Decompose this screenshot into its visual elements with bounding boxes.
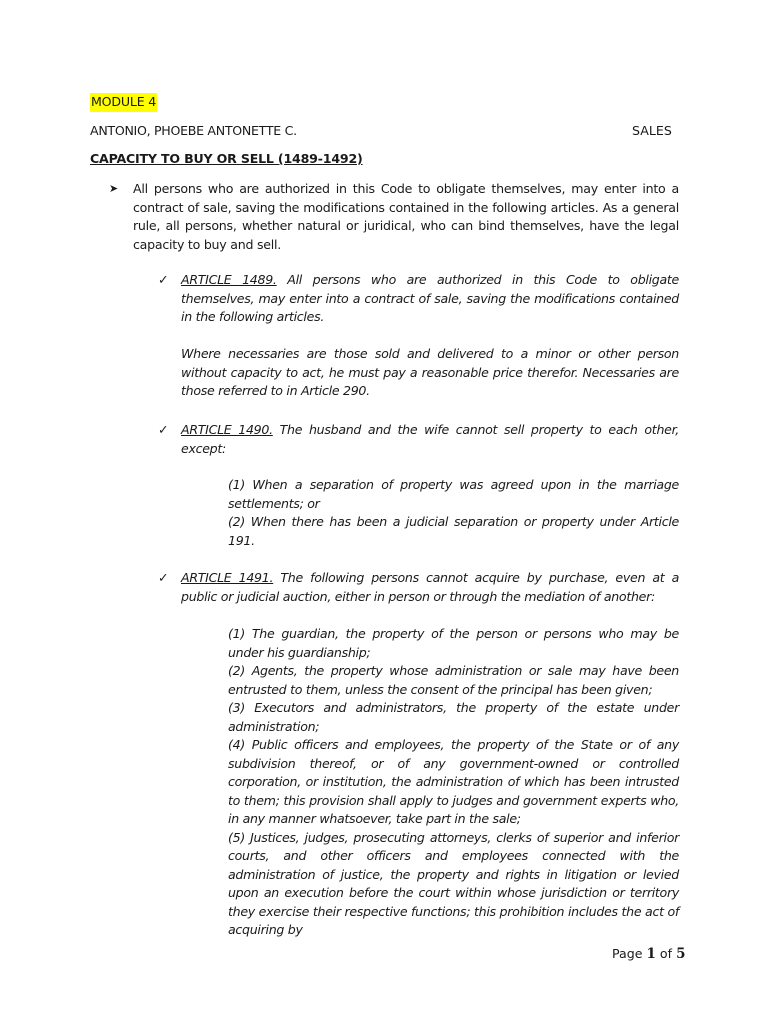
author-name: ANTONIO, PHOEBE ANTONETTE C. xyxy=(90,123,297,138)
list-item: (3) Executors and administrators, the property of the estate under administration; xyxy=(228,700,679,734)
checkmark-icon: ✓ xyxy=(158,422,169,437)
list-item: (1) When a separation of property was agreed upon in the marriage settlements; or xyxy=(228,477,679,511)
article-1489-paragraph-2 xyxy=(181,345,679,401)
article-ref: ARTICLE 1489. xyxy=(181,272,277,287)
page-total: 5 xyxy=(676,946,686,962)
article-1490 xyxy=(158,421,679,458)
article-ref: ARTICLE 1491. xyxy=(181,570,274,585)
article-1491 xyxy=(158,569,679,606)
page-current: 1 xyxy=(646,946,656,962)
section-heading: CAPACITY TO BUY OR SELL (1489-1492) xyxy=(90,151,363,166)
article-text: All persons who are authorized in this Code to obligate themselves, may enter into a contract of sale, saving the modifications contained in the following articles. xyxy=(181,272,679,324)
checkmark-icon: ✓ xyxy=(158,570,169,585)
article-paragraph xyxy=(181,421,679,458)
article-paragraph xyxy=(181,569,679,606)
article-paragraph: Where necessaries are those sold and delivered to a minor or other person without capacity to act, he must pay a reasonable price therefor. Necessaries are those referred to in Article 290. xyxy=(181,346,679,398)
intro-text: All persons who are authorized in this Code to obligate themselves, may enter into a contract of sale, saving the modifications contained in the following articles. As a general rule, all persons, whether natural or juridical, who can bind themselves, have the legal capacity to buy and sell. xyxy=(133,181,679,252)
list-item: (5) Justices, judges, prosecuting attorneys, clerks of superior and inferior courts, and other officers and employees connected with the administration of justice, the property and rights in litigation or levied upon an execution before the court within whose jurisdiction or territory they exercise their respective functions; this prohibition includes the act of acquiring by xyxy=(228,829,679,937)
subject-label: SALES xyxy=(632,123,672,138)
list-item: (4) Public officers and employees, the property of the State or of any subdivision thereof, or of any government-owned or controlled corporation, or institution, the administration of which has been intrusted to them; this provision shall apply to judges and government experts who, in any manner whatsoever, take part in the sale; xyxy=(228,737,679,826)
list-item: (2) Agents, the property whose administration or sale may have been entrusted to them, unless the consent of the principal has been given; xyxy=(228,663,679,697)
article-text: The husband and the wife cannot sell property to each other, except: xyxy=(181,422,679,456)
article-1490-exceptions xyxy=(228,476,679,550)
module-label: MODULE 4 xyxy=(90,93,157,112)
page-label: Page xyxy=(612,946,647,961)
list-item: (1) The guardian, the property of the person or persons who may be under his guardianship; xyxy=(228,626,679,660)
checkmark-icon: ✓ xyxy=(158,272,169,287)
article-ref: ARTICLE 1490. xyxy=(181,422,273,437)
article-paragraph xyxy=(181,271,679,327)
list-item: (2) When there has been a judicial separation or property under Article 191. xyxy=(228,514,679,548)
article-text: The following persons cannot acquire by purchase, even at a public or judicial auction, either in person or through the mediation of another: xyxy=(181,570,679,604)
page-number xyxy=(612,945,685,964)
article-1491-list xyxy=(228,625,679,940)
intro-paragraph xyxy=(109,180,679,254)
page-of: of xyxy=(655,946,677,961)
article-1489 xyxy=(158,271,679,327)
arrow-bullet-icon: ➤ xyxy=(109,182,118,195)
